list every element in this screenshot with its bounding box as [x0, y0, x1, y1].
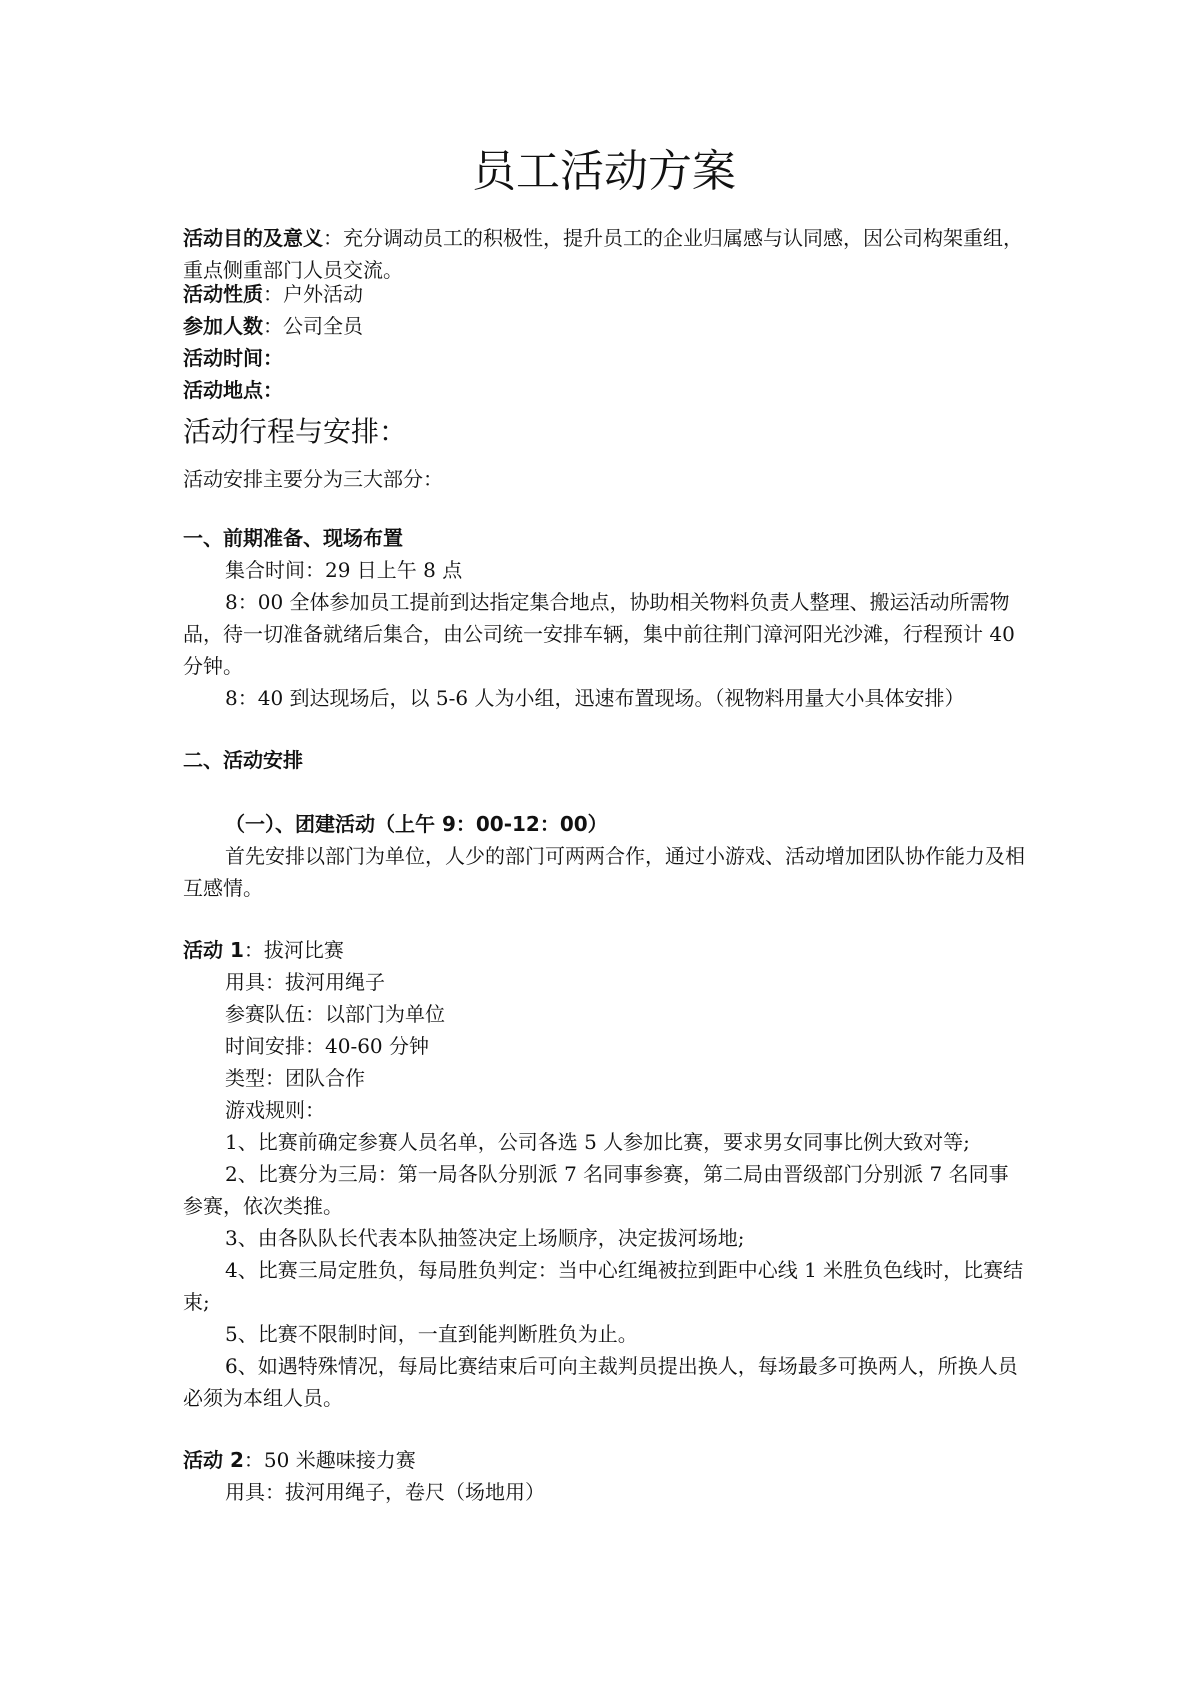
activity1-name: ：拔河比赛 [243, 938, 344, 962]
time-label: 活动时间： [183, 346, 283, 370]
activity1-tool: 用具：拔河用绳子 [225, 970, 385, 994]
section1-paragraph-2: 8：40 到达现场后，以 5-6 人为小组，迅速布置现场。（视物料用量大小具体安排） [225, 686, 965, 710]
nature-label: 活动性质 [183, 282, 263, 306]
count-text: ：公司全员 [263, 314, 363, 338]
place-label: 活动地点： [183, 378, 283, 402]
activity2-label: 活动 2 [183, 1448, 244, 1472]
schedule-heading: 活动行程与安排： [183, 415, 408, 448]
activity1-rule-3: 3、由各队队长代表本队抽签决定上场顺序，决定拔河场地; [225, 1226, 745, 1250]
activity1-rule-4: 4、比赛三局定胜负，每局胜负判定：当中心红绳被拉到距中心线 1 米胜负色线时，比赛结束; [183, 1258, 1024, 1314]
activity1-time: 时间安排：40-60 分钟 [225, 1034, 430, 1058]
activity2-title [183, 1444, 1025, 1476]
section1-paragraph-1: 8：00 全体参加员工提前到达指定集合地点，协助相关物料负责人整理、搬运活动所需物品，待一切准备就绪后集合，由公司统一安排车辆，集中前往荆门漳河阳光沙滩，行程预计 40 分钟。 [183, 590, 1015, 678]
section2-heading: 二、活动安排 [183, 748, 303, 772]
activity1-rules-label: 游戏规则： [225, 1098, 325, 1122]
count-line [183, 310, 1025, 342]
activity1-label: 活动 1 [183, 938, 244, 962]
schedule-intro: 活动安排主要分为三大部分： [183, 467, 443, 491]
nature-text: ：户外活动 [263, 282, 363, 306]
activity1-rule-5: 5、比赛不限制时间，一直到能判断胜负为止。 [225, 1322, 638, 1346]
activity1-team: 参赛队伍：以部门为单位 [225, 1002, 445, 1026]
nature-line [183, 278, 1025, 310]
document-title: 员工活动方案 [472, 146, 736, 197]
activity1-rule-1: 1、比赛前确定参赛人员名单，公司各选 5 人参加比赛，要求男女同事比例大致对等; [225, 1130, 970, 1154]
activity1-rule-2: 2、比赛分为三局：第一局各队分别派 7 名同事参赛，第二局由晋级部门分别派 7 名同事参赛，依次类推。 [183, 1162, 1009, 1218]
count-label: 参加人数 [183, 314, 263, 338]
purpose-paragraph [183, 222, 1025, 286]
activity1-rule-6: 6、如遇特殊情况，每局比赛结束后可向主裁判员提出换人，每场最多可换两人，所换人员必须为本组人员。 [183, 1354, 1018, 1410]
sub1-paragraph: 首先安排以部门为单位，人少的部门可两两合作，通过小游戏、活动增加团队协作能力及相互感情。 [183, 844, 1025, 900]
sub1-heading: （一）、团建活动（上午 9：00-12：00） [225, 812, 608, 836]
activity2-tool: 用具：拔河用绳子，卷尺（场地用） [225, 1480, 545, 1504]
activity2-name: ：50 米趣味接力赛 [243, 1448, 416, 1472]
activity1-title [183, 934, 1025, 966]
purpose-text: ：充分调动员工的积极性，提升员工的企业归属感与认同感，因公司构架重组，重点侧重部门人员交流。 [183, 226, 1023, 282]
purpose-label: 活动目的及意义 [183, 226, 323, 250]
section1-heading: 一、前期准备、现场布置 [183, 526, 403, 550]
activity1-type: 类型：团队合作 [225, 1066, 365, 1090]
section1-gather-time: 集合时间：29 日上午 8 点 [225, 558, 463, 582]
